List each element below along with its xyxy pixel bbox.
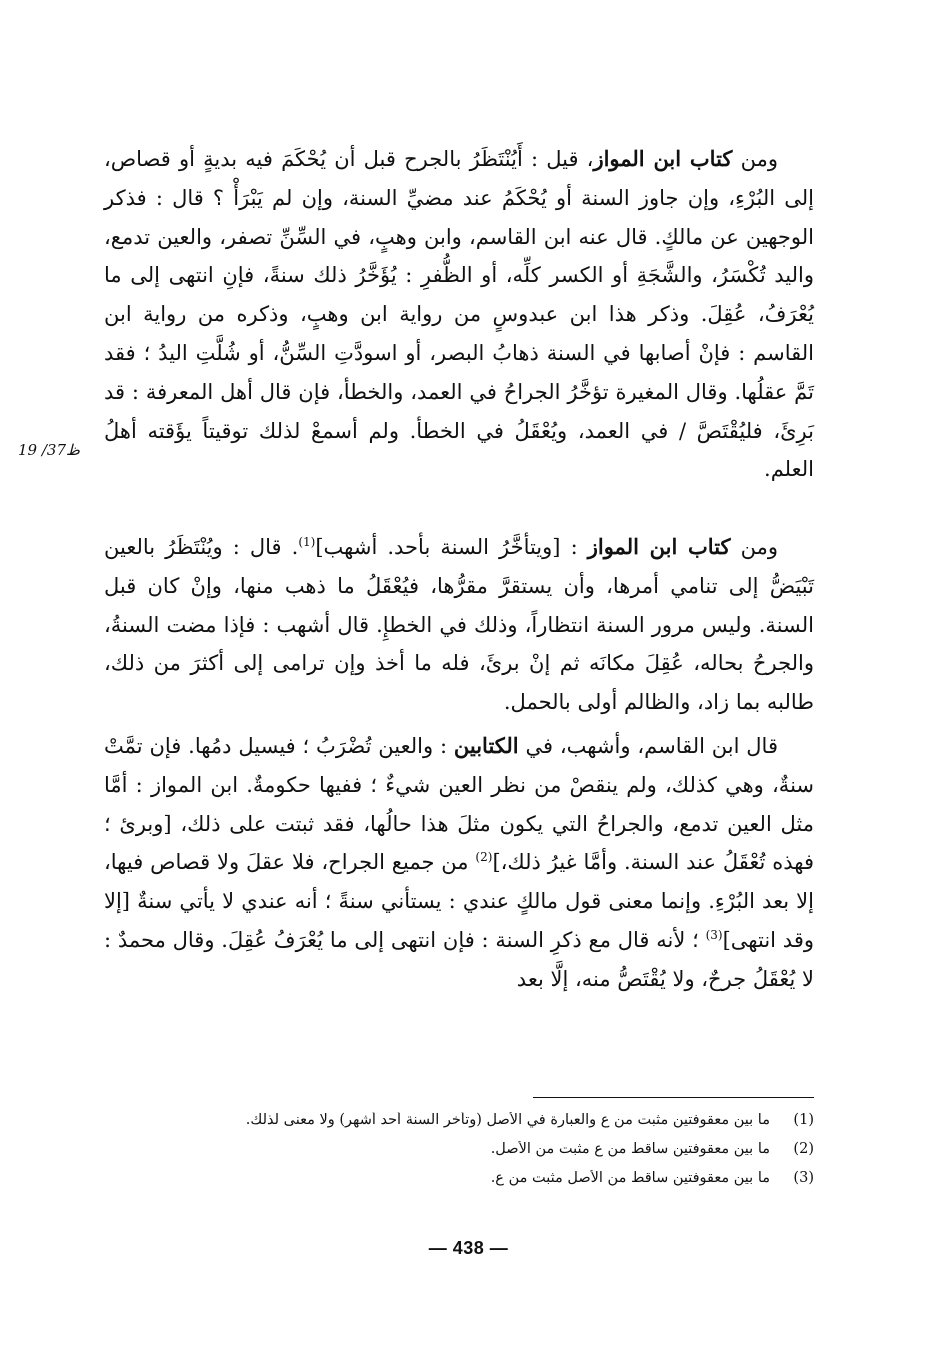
footnote-text: ما بين معقوفتين ساقط من ع مثبت من الأصل. bbox=[490, 1141, 770, 1157]
footnote-separator bbox=[533, 1097, 814, 1098]
footnote-ref[interactable]: (3) bbox=[705, 927, 723, 942]
paragraph-1 bbox=[104, 140, 814, 489]
footnotes bbox=[104, 1112, 814, 1199]
paragraph-3 bbox=[104, 727, 814, 999]
footnote-item bbox=[104, 1141, 814, 1170]
footnote-number: (2) bbox=[793, 1141, 814, 1157]
footnote-item bbox=[104, 1112, 814, 1141]
bold-heading-run: كتاب ابن المواز bbox=[593, 146, 733, 171]
text-run: . قال : ويُنْتَظَرُ بالعين تَبْيَضُّ إلى تنامي أمرها، وأن يستقرَّ مقرُّها، فيُعْقَلُ ما ذهب منها، وإنْ كان قبل السنة. وليس مرور السنة انتظاراً، وذلك في الخطإِ. قال أشهب : فإذا مضت السنةُ، والجرحُ بحاله، عُقِلَ مكانَه ثم إنْ برئَ، فله ما أخذ وإن ترامى إلى أكثرَ من ذلك، طالبه بما زاد، والظالم أولى بالحمل. bbox=[104, 535, 814, 715]
text-run: قال ابن القاسم، وأشهب، في bbox=[518, 734, 778, 758]
paragraph-2 bbox=[104, 528, 814, 722]
footnote-ref[interactable]: (2) bbox=[475, 850, 493, 865]
margin-folio-note: 19 /37ظ bbox=[18, 441, 80, 459]
text-run: من جميع الجراح، فلا عقلَ ولا قصاص فيها، إلا بعد البُرْءِ. وإنما معنى قول مالكٍ عندي : يستأني سنةً ؛ أنه عندي لا يأتي سنةٌ [إلا وقد انتهى] bbox=[104, 850, 815, 952]
footnote-number: (3) bbox=[793, 1170, 814, 1186]
bold-heading-run: الكتابين bbox=[453, 733, 519, 758]
bold-heading-run: كتاب ابن المواز bbox=[587, 534, 731, 559]
footnote-item bbox=[104, 1170, 814, 1199]
text-run: : والعين تُضْرَبُ ؛ فيسيل دمُها. فإن تمَّتْ سنةٌ، وهي كذلك، ولم ينقصْ من نظر العين شيءٌ ؛ ففيها حكومةٌ. ابن المواز : أمَّا مثل العين تدمع، والجراحُ التي يكون مثلَ هذا حالُها، فقد ثبتت على ذلك، [وبرئ ؛ فهذه تُعْقَلُ عند السنة. وأمَّا غيرُ ذلك،] bbox=[104, 734, 815, 875]
text-run: ، قيل : أَيُنْتَظَرُ بالجرح قبل أن يُحْكَمَ فيه بديةٍ أو قصاص، إلى البُرْءِ، وإن جاوز السنة أو يُحْكَمُ عند مضيِّ السنة، وإن لم يَبْرَأْ ؟ قال : فذكر الوجهين عن مالكٍ. قال عنه ابن القاسم، وابن وهبٍ، في السِّنِّ تصفر، والعين تدمع، واليد تُكْسَرُ، والشَّجَةِ أو الكسر كلِّه، أو الظُّفرِ : يُؤَخَّرُ ذلك سنةً، فإنِ انتهى إلى ما يُعْرَفُ، عُقِلَ. وذكر هذا ابن عبدوسٍ من رواية ابن وهبٍ، وذكره من رواية ابن القاسم : فإنْ أصابها في السنة ذهابُ البصر، أو اسودَّتِ السِّنُّ، أو شُلَّتِ اليدُ ؛ فقد تَمَّ عقلُها. وقال المغيرة تؤخَّرُ الجراحُ في العمد، والخطأ، فإن قال أهل المعرفة : قد بَرِئَ، فليُقْتَصَّ / في العمد، ويُعْقَلُ في الخطأ. ولم أسمعْ لذلك توقيتاً يؤَقته أهلُ العلم. bbox=[104, 147, 814, 482]
text-run: ومن bbox=[732, 147, 778, 171]
page-number: — 438 — bbox=[428, 1238, 509, 1258]
footnote-text: ما بين معقوفتين ساقط من الأصل مثبت من ع. bbox=[490, 1170, 770, 1186]
footnote-number: (1) bbox=[793, 1112, 814, 1128]
footnote-text: ما بين معقوفتين مثبت من ع والعبارة في الأصل (وتأخر السنة أحد أشهر) ولا معنى لذلك. bbox=[245, 1112, 770, 1128]
text-run: ؛ لأنه قال مع ذكرِ السنة : فإن انتهى إلى ما يُعْرَفُ عُقِلَ. وقال محمدٌ : لا يُعْقَلُ جرحٌ، ولا يُقْتَصُّ منه، إلَّا بعد bbox=[104, 927, 814, 991]
footnote-ref[interactable]: (1) bbox=[298, 535, 316, 549]
text-run: ومن bbox=[730, 535, 779, 559]
text-run: : [ويتأخَّرُ السنة بأحد. أشهب] bbox=[315, 535, 588, 559]
